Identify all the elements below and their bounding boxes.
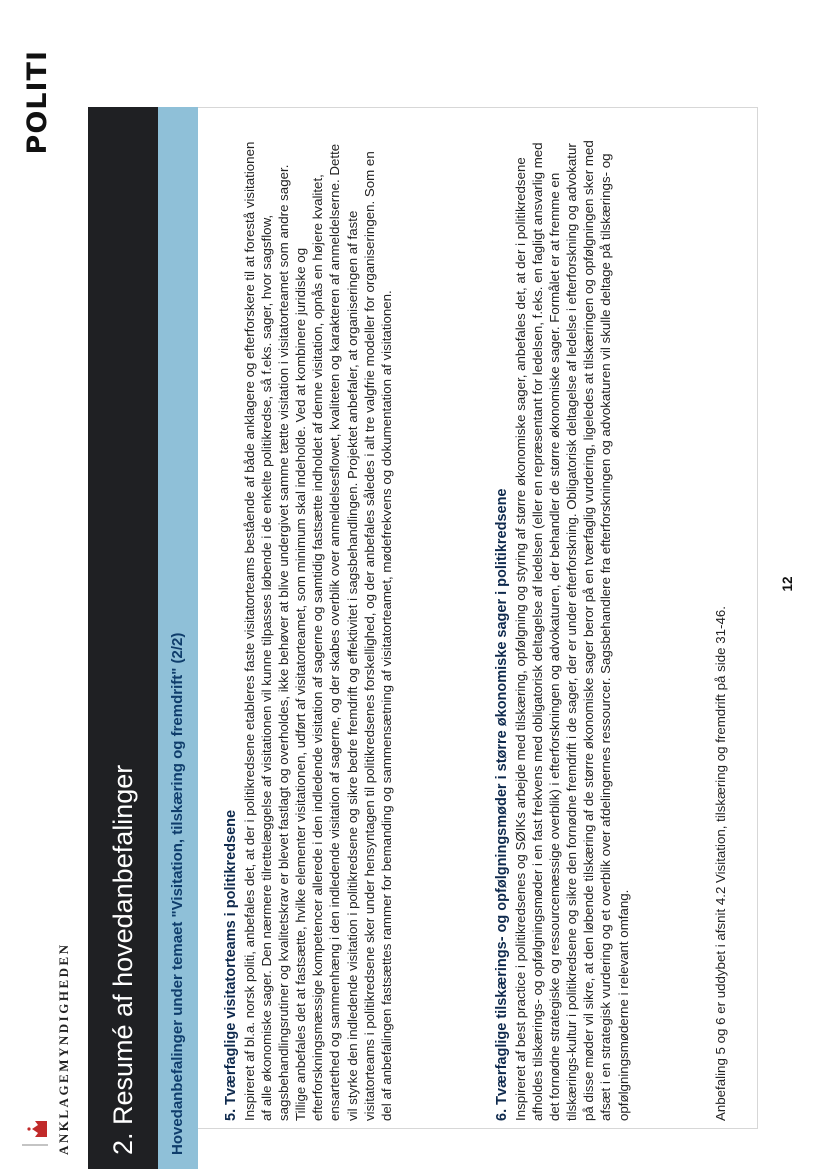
page-title: 2. Resumé af hovedanbefalinger — [88, 107, 158, 1169]
page-subtitle: Hovedanbefalinger under temaet "Visitation, tilskæring og fremdrift" (2/2) — [158, 107, 198, 1169]
section-body: Inspireret af bl.a. norsk politi, anbefales det, at der i politikredsene etableres faste visitatorteams bestående af både anklagere og efterforskere til at forestå visitationen af alle økonomiske sager. Den nærmere tilrettelæggelse af visitationen vil kunne tilpasses løbende i de enkelte politikredse, så f.eks. sager, hvor sagsflow, sagsbehandlingsrutiner og kvalitetskrav er blevet fastlagt og overholdes, ikke behøver at blive undergivet samme tætte visitation i visitatorteamet som andre sager. Tillige anbefales det at fastsætte, hvilke elementer visitationen, udført af visitatorteamet, som minimum skal indeholde. Ved at kombinere juridiske og efterforskningsmæssige kompetencer allerede i den indledende visitation af sagerne og samtidig fastsætte indholdet af denne visitation, opnås en højere kvalitet, ensartethed og sammenhæng i den indledende visitation af sagerne, og der skabes overblik over anmeldelsesflowet, kvaliteten og karakteren af anmeldelserne. Dette vil styrke den indledende visitation i politikredsene og sikre bedre fremdrift og effektivitet i sagsbehandlingen. Projektet anbefaler, at organiseringen af faste visitatorteams i politikredsene sker under hensyntagen til politikredsenes forskellighed, og der anbefales således i alt tre valgfrie modeller for organiseringen. Som en del af anbefalingen fastsættes rammer for bemanding og sammensætning af visitatorteamet, mødefrekvens og dokumentation af visitationen. — [242, 141, 394, 1121]
agency-name: ANKLAGEMYNDIGHEDEN — [56, 942, 71, 1155]
footnote: Anbefaling 5 og 6 er uddybet i afsnit 4.2 Visitation, tilskæring og fremdrift på side 31-46. — [713, 606, 728, 1121]
section-heading: 6. Tværfaglige tilskærings- og opfølgningsmøder i større økonomiske sager i politikredsene — [494, 488, 510, 1121]
recommendation-6 — [493, 131, 632, 1121]
section-body: Inspireret af best practice i politikredsenes og SØIKs arbejde med tilskæring, opfølgning og styring af større økonomiske sager, anbefales det, at der i politikredsene afholdes tilskærings- og opfølgningsmøder i en fast frekvens med obligatorisk deltagelse af ledelsen (eller en repræsentant for ledelsen, f.eks. en fagligt ansvarlig med det fornødne strategiske og ressourcemæssige overblik) i efterforskningen og advokaturen, der behandler de større økonomiske sager. Formålet er at fremme en tilskærings-kultur i politikredsene og sikre den fornødne fremdrift i de sager, der er under efterforskning. Obligatorisk deltagelse af ledelse i efterforskning og advokatur på disse møder vil sikre, at den løbende tilskæring af de større økonomiske sager beror på en tværfaglig vurdering, ligeledes at tilskæringen og opfølgningen sker med afsæt i en strategisk vurdering og et overblik over afdelingernes ressourcer. Sagsbehandlere fra efterforskningen og advokaturen vil skulle deltage på tilskærings- og opfølgningsmøderne i relevant omfang. — [513, 140, 631, 1121]
agency-logo — [18, 915, 78, 1155]
recommendation-5 — [222, 131, 395, 1121]
page-number: 12 — [780, 576, 795, 592]
crown-icon — [18, 1117, 52, 1155]
politi-logo: POLITI — [22, 50, 53, 155]
section-heading: 5. Tværfaglige visitatorteams i politikredsene — [223, 809, 239, 1121]
